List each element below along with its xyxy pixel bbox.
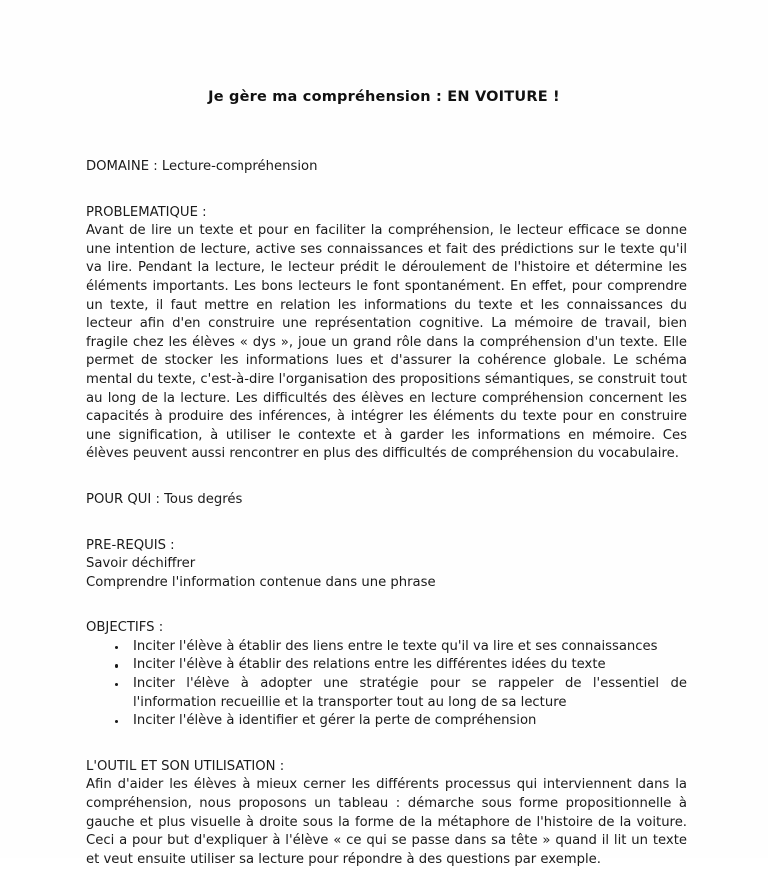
list-item: Inciter l'élève à identifier et gérer la perte de compréhension [86,712,687,731]
document-body [86,158,687,869]
section-pre-requis [86,537,687,593]
spacer [86,731,687,758]
page-title: Je gère ma compréhension : EN VOITURE ! [208,89,560,105]
pre-requis-heading: PRE-REQUIS : [86,537,175,553]
objectifs-heading: OBJECTIFS : [86,620,164,636]
section-problematique [86,204,687,464]
section-objectifs [86,619,687,731]
outil-heading: L'OUTIL ET SON UTILISATION : [86,758,285,774]
section-pour-qui [86,491,687,510]
section-outil [86,758,687,869]
spacer [86,510,687,537]
problematique-paragraph: Avant de lire un texte et pour en faciliter la compréhension, le lecteur efficace se donne une intention de lecture, active ses connaissances et fait des prédictions sur le texte qu'il va lire. Pendant la lecture, le lecteur prédit le déroulement de l'histoire et détermine les éléments importants. Les bons lecteurs le font spontanément. En effet, pour comprendre un texte, il faut mettre en relation les informations du texte et les connaissances du lecteur afin d'en construire une représentation cognitive. La mémoire de travail, bien fragile chez les élèves « dys », joue un grand rôle dans la compréhension d'un texte. Elle permet de stocker les informations lues et d'assurer la cohérence globale. Le schéma mental du texte, c'est-à-dire l'organisation des propositions sémantiques, se construit tout au long de la lecture. Les difficultés des élèves en lecture compréhension concernent les capacités à produire des inférences, à intégrer les éléments du texte pour en construire une signification, à utiliser le contexte et à garder les informations en mémoire. Ces élèves peuvent aussi rencontrer en plus des difficultés de compréhension du vocabulaire. [86,223,687,462]
problematique-heading: PROBLEMATIQUE : [86,204,207,220]
spacer [86,177,687,204]
list-item: Inciter l'élève à adopter une stratégie pour se rappeler de l'essentiel de l'information recueillie et la transporter tout au long de sa lecture [86,675,687,712]
spacer [86,592,687,619]
list-item: Inciter l'élève à établir des liens entre le texte qu'il va lire et ses connaissances [86,638,687,657]
objectifs-list [86,638,687,731]
spacer [86,464,687,491]
list-item: Inciter l'élève à établir des relations entre les différentes idées du texte [86,656,687,675]
pre-requis-line: Savoir déchiffrer [86,556,196,572]
section-domaine [86,158,687,177]
pour-qui-heading: POUR QUI : Tous degrés [86,491,243,507]
domaine-heading: DOMAINE : Lecture-compréhension [86,159,318,174]
outil-paragraph: Afin d'aider les élèves à mieux cerner les différents processus qui interviennent dans la compréhension, nous proposons un tableau : démarche sous forme propositionnelle à gauche et plus visuelle à droite sous la forme de la métaphore de l'histoire de la voiture. Ceci a pour but d'expliquer à l'élève « ce qui se passe dans sa tête » quand il lit un texte et veut ensuite utiliser sa lecture pour répondre à des questions par exemple. [86,777,687,867]
pre-requis-line: Comprendre l'information contenue dans une phrase [86,574,436,590]
